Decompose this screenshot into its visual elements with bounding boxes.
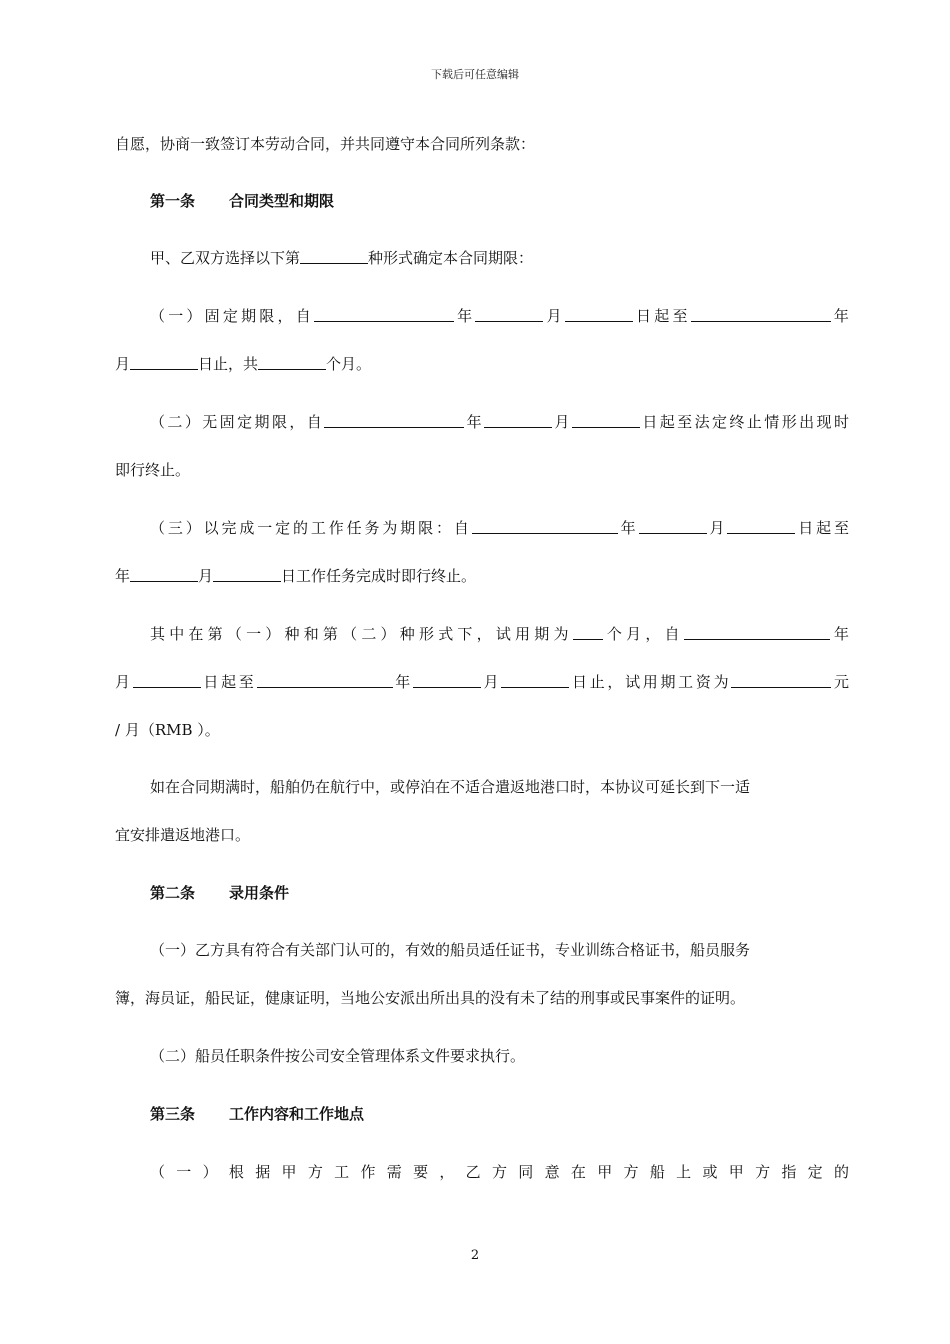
intro-paragraph: 自愿，协商一致签订本劳动合同，并共同遵守本合同所列条款：	[115, 135, 536, 153]
trial-line-1	[150, 624, 849, 644]
blank-field[interactable]	[258, 355, 326, 370]
blank-field[interactable]	[691, 307, 831, 322]
open-term-tail: 日起至法定终止情形出现时	[639, 413, 849, 431]
task-term-label: （三）以完成一定的工作任务为期限：自	[150, 519, 472, 537]
blank-field[interactable]	[639, 519, 707, 534]
trial-months-label: 个月，自	[602, 625, 684, 643]
blank-field[interactable]	[484, 413, 552, 428]
article-3-title: 工作内容和工作地点	[229, 1105, 365, 1123]
task-term-line-2	[115, 566, 849, 586]
month-label: 月	[115, 673, 133, 691]
month-label: 月	[706, 519, 728, 537]
blank-field[interactable]	[300, 249, 368, 264]
article-2-number: 第二条	[150, 884, 196, 902]
article-3-number: 第三条	[150, 1105, 196, 1123]
month-label: 月	[552, 413, 572, 431]
year-label: 年	[830, 307, 849, 325]
lead-text: 甲、乙双方选择以下第	[150, 249, 301, 267]
article-1-title: 合同类型和期限	[229, 192, 335, 210]
blank-field[interactable]	[413, 673, 481, 688]
fixed-term-line-2	[115, 354, 849, 374]
open-term-line-2: 即行终止。	[115, 461, 191, 479]
extension-line-2: 宜安排遣返地港口。	[115, 826, 251, 844]
blank-field[interactable]	[573, 625, 603, 640]
day-to-label: 日起至	[200, 673, 257, 691]
fixed-term-line-1	[150, 306, 849, 326]
year-label: 年	[617, 519, 639, 537]
blank-field[interactable]	[727, 519, 795, 534]
year-label: 年	[392, 673, 413, 691]
trial-label: 其中在第（一）种和第（二）种形式下，试用期为	[150, 625, 573, 643]
open-term-line-1	[150, 412, 849, 432]
blank-field[interactable]	[684, 625, 830, 640]
year-label: 年	[464, 413, 485, 431]
months-label: 个月。	[326, 355, 372, 373]
page-number: 2	[470, 1248, 480, 1263]
open-term-label: （二）无固定期限，自	[150, 413, 325, 431]
blank-field[interactable]	[472, 519, 618, 534]
blank-field[interactable]	[213, 567, 281, 582]
lead-text-end: 种形式确定本合同期限：	[368, 249, 534, 267]
article-1-lead	[150, 248, 849, 268]
year-label: 年	[829, 625, 849, 643]
blank-field[interactable]	[133, 673, 201, 688]
blank-field[interactable]	[257, 673, 393, 688]
trial-line-2	[115, 672, 849, 692]
month-label: 月	[115, 355, 131, 373]
month-label: 月	[480, 673, 502, 691]
hire-condition-1-line-2: 簿，海员证，船民证，健康证明，当地公安派出所出具的没有未了结的刑事或民事案件的证明。	[115, 989, 746, 1007]
trial-line-3: / 月（RMB ）。	[115, 721, 220, 739]
blank-field[interactable]	[324, 413, 464, 428]
month-label: 月	[198, 567, 214, 585]
month-label: 月	[543, 307, 565, 325]
trial-wage-label: 日止，试用期工资为	[569, 673, 732, 691]
day-to-label: 日起至	[795, 519, 849, 537]
blank-field[interactable]	[130, 355, 198, 370]
blank-field[interactable]	[314, 307, 454, 322]
hire-condition-2: （二）船员任职条件按公司安全管理体系文件要求执行。	[150, 1047, 526, 1065]
blank-field[interactable]	[565, 307, 633, 322]
article-2-title: 录用条件	[229, 884, 290, 902]
work-content-line-1: （一）根据甲方工作需要，乙方同意在甲方船上或甲方指定的	[150, 1163, 849, 1181]
hire-condition-1-line-1: （一）乙方具有符合有关部门认可的，有效的船员适任证书，专业训练合格证书，船员服务	[150, 941, 751, 959]
blank-field[interactable]	[731, 673, 831, 688]
article-1-heading	[150, 191, 849, 211]
year-label: 年	[453, 307, 476, 325]
article-3-heading	[150, 1104, 849, 1124]
page-header: 下载后可任意编辑	[431, 68, 519, 81]
day-end-label: 日止，共	[198, 355, 259, 373]
article-1-number: 第一条	[150, 192, 196, 210]
blank-field[interactable]	[475, 307, 543, 322]
year-label: 年	[115, 567, 131, 585]
blank-field[interactable]	[130, 567, 198, 582]
fixed-term-label: （一）固定期限，自	[150, 307, 314, 325]
day-to-label: 日起至	[632, 307, 691, 325]
task-term-tail: 日工作任务完成时即行终止。	[281, 567, 477, 585]
article-2-heading	[150, 883, 849, 903]
blank-field[interactable]	[572, 413, 640, 428]
blank-field[interactable]	[501, 673, 569, 688]
task-term-line-1	[150, 518, 849, 538]
extension-line-1: 如在合同期满时，船舶仍在航行中，或停泊在不适合遣返地港口时，本协议可延长到下一适	[150, 778, 751, 796]
yuan-label: 元	[831, 673, 849, 691]
